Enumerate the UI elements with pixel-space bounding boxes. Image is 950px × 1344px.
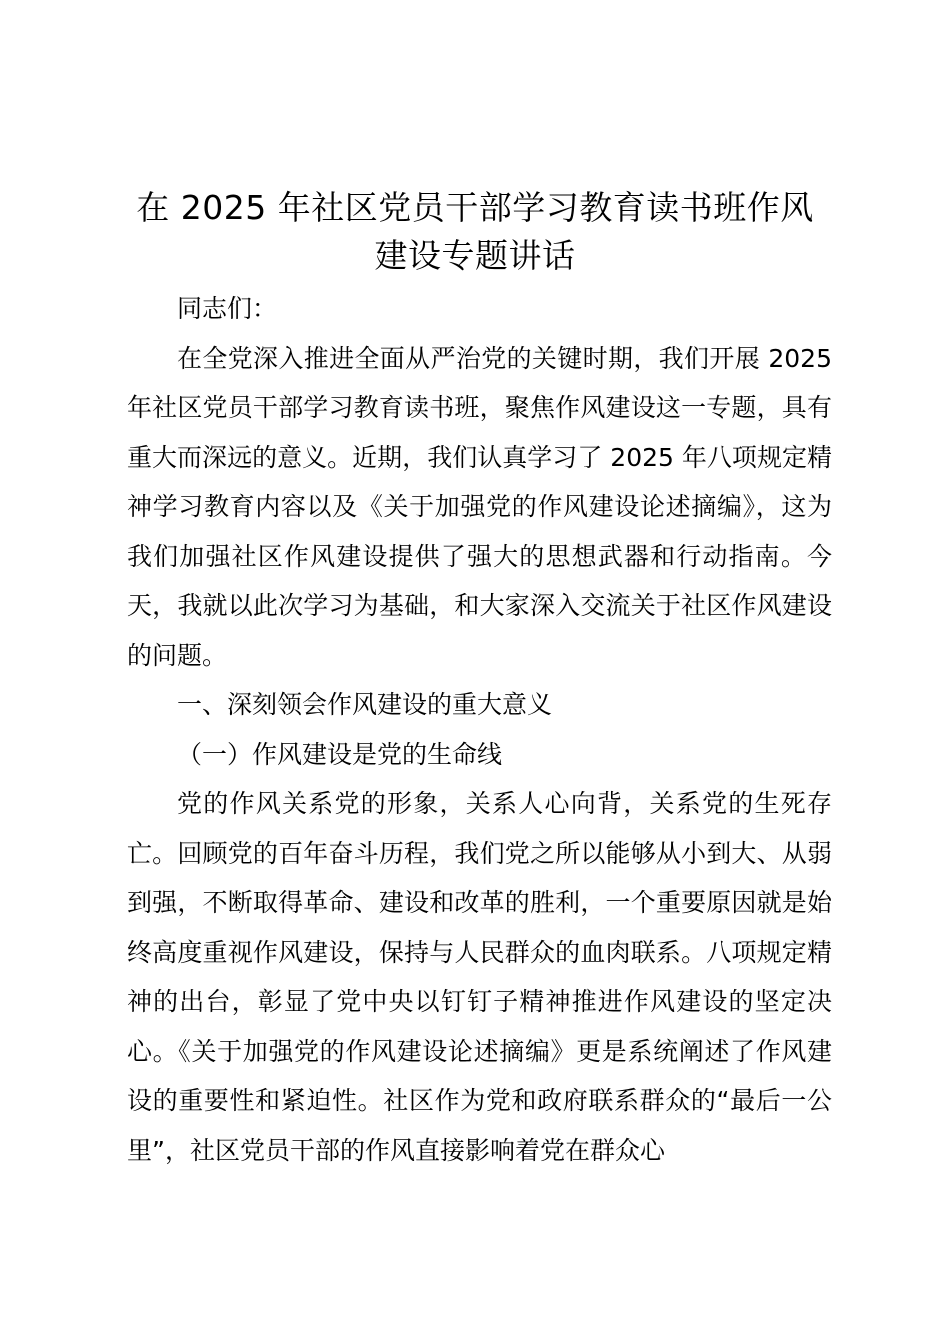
title-line-2: 建设专题讲话 (374, 236, 576, 275)
salutation: 同志们： (177, 294, 278, 323)
title-line-1: 在 2025 年社区党员干部学习教育读书班作风 (136, 188, 814, 227)
document-body (127, 284, 832, 1175)
subsection-heading-1-1: （一）作风建设是党的生命线 (177, 739, 503, 769)
paragraph-intro: 在全党深入推进全面从严治党的关键时期，我们开展 2025 年社区党员干部学习教育读书班，聚焦作风建设这一专题，具有重大而深远的意义。近期，我们认真学习了 2025 年八项规定精神学习教育内容以及《关于加强党的作风建设论述摘编》，这为我们加强社区作风建设提供了强大的思想武器和行动指南。今天，我就以此次学习为基础，和大家深入交流关于社区作风建设的问题。 (127, 343, 832, 670)
document-title (125, 184, 825, 280)
section-heading-1: 一、深刻领会作风建设的重大意义 (177, 690, 553, 719)
paragraph-section-1-1: 党的作风关系党的形象，关系人心向背，关系党的生死存亡。回顾党的百年奋斗历程，我们党之所以能够从小到大、从弱到强，不断取得革命、建设和改革的胜利，一个重要原因就是始终高度重视作风建设，保持与人民群众的血肉联系。八项规定精神的出台，彰显了党中央以钉钉子精神推进作风建设的坚定决心。《关于加强党的作风建设论述摘编》更是系统阐述了作风建设的重要性和紧迫性。社区作为党和政府联系群众的“最后一公里”，社区党员干部的作风直接影响着党在群众心 (127, 789, 832, 1165)
